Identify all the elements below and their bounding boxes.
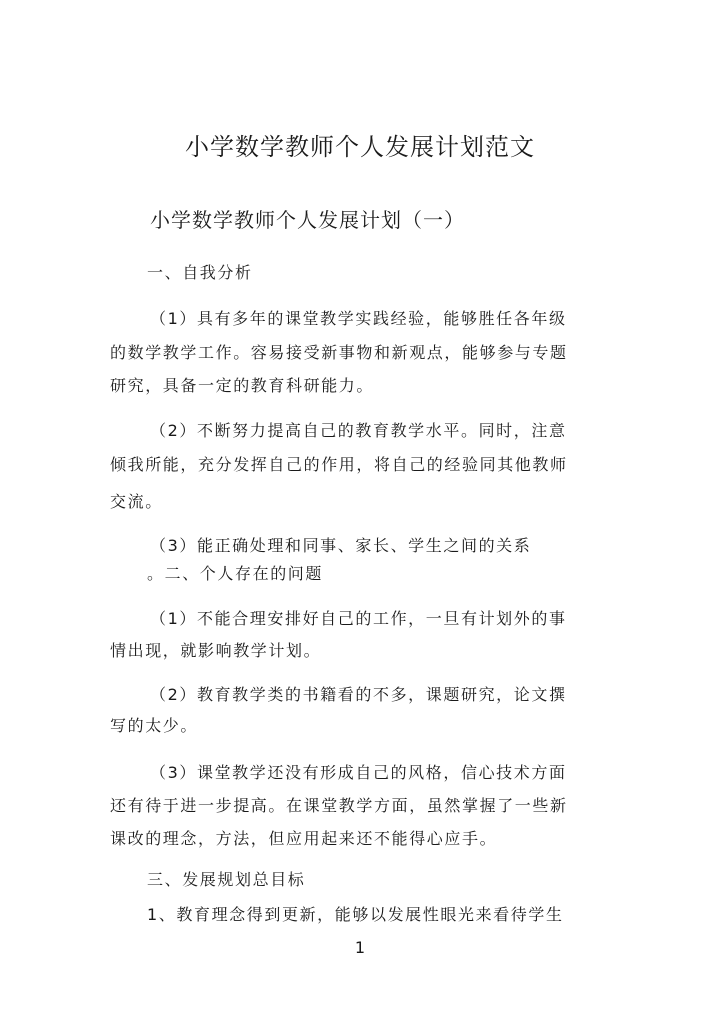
paragraph-line: 写的太少。 <box>110 716 199 735</box>
page-number: 1 <box>354 938 366 957</box>
paragraph-line: （2）不断努力提高自己的教育教学水平。同时，注意 <box>150 421 567 440</box>
paragraph-line: 1、教育理念得到更新，能够以发展性眼光来看待学生 <box>147 905 564 924</box>
section-heading-self-analysis: 一、自我分析 <box>147 263 253 282</box>
paragraph-line: （1）具有多年的课堂教学实践经验，能够胜任各年级 <box>150 309 567 328</box>
paragraph-line: 研究，具备一定的教育科研能力。 <box>110 376 375 395</box>
paragraph-line: （3）能正确处理和同事、家长、学生之间的关系 <box>150 536 532 555</box>
paragraph-line: （1）不能合理安排好自己的工作，一旦有计划外的事 <box>150 609 567 628</box>
paragraph-line: 课改的理念，方法，但应用起来还不能得心应手。 <box>110 829 498 848</box>
paragraph-line: 情出现，就影响教学计划。 <box>110 641 322 660</box>
paragraph-line: 的数学教学工作。容易接受新事物和新观点，能够参与专题 <box>110 343 568 362</box>
paragraph-line: 倾我所能，充分发挥自己的作用，将自己的经验同其他教师 <box>110 455 568 474</box>
paragraph-line: （2）教育教学类的书籍看的不多，课题研究，论文撰 <box>150 685 567 704</box>
paragraph-line: 交流。 <box>110 492 163 511</box>
paragraph-line: （3）课堂教学还没有形成自己的风格，信心技术方面 <box>150 763 567 782</box>
section-heading-goals: 三、发展规划总目标 <box>147 870 306 889</box>
paragraph-line: 还有待于进一步提高。在课堂教学方面，虽然掌握了一些新 <box>110 796 568 815</box>
section-heading-problems: 。二、个人存在的问题 <box>147 564 324 583</box>
document-subtitle: 小学数学教师个人发展计划（一） <box>150 208 465 232</box>
document-title: 小学数学教师个人发展计划范文 <box>185 133 535 161</box>
